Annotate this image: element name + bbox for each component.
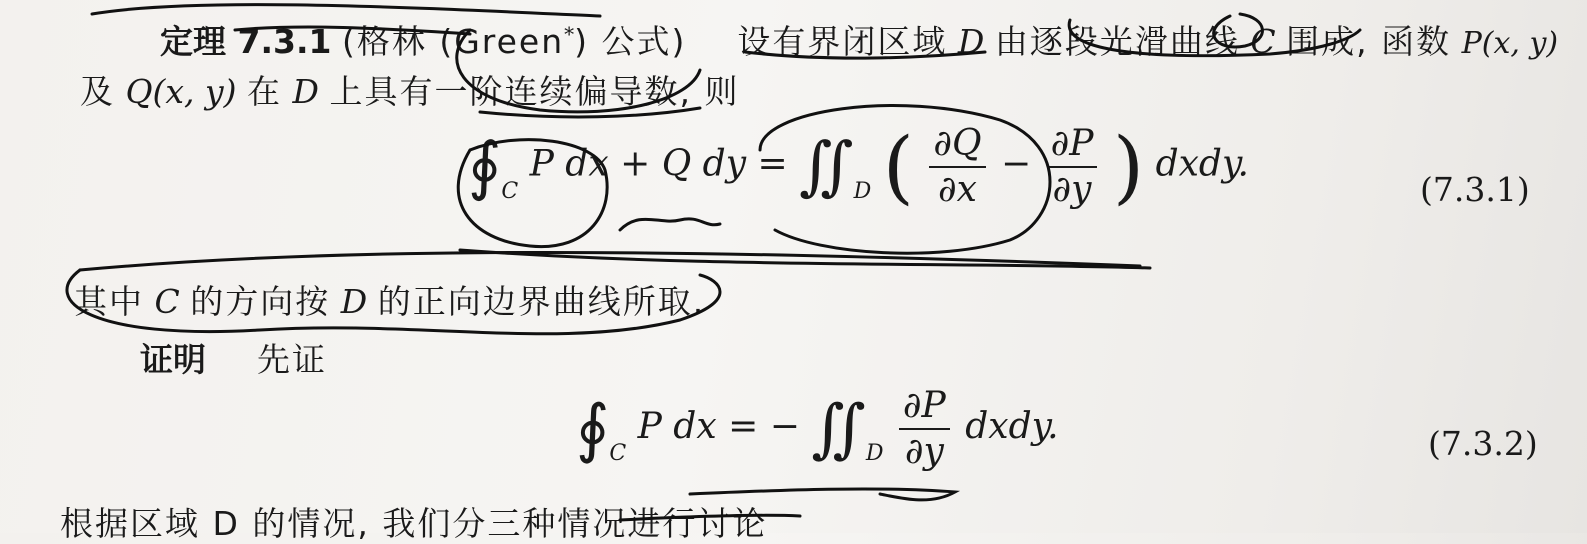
after-var-C: C <box>154 282 180 321</box>
eq2-lhs: P dx = − <box>637 406 800 447</box>
ink-green-loop <box>457 30 700 112</box>
eq2-tail: dxdy. <box>965 406 1059 447</box>
double-integral-symbol: ∬ <box>799 129 854 204</box>
frac1-num: ∂Q <box>929 122 985 168</box>
bottom-partial-line: 根据区域 D 的情况, 我们分三种情况进行讨论 <box>60 504 768 543</box>
ink-top-swoop <box>92 5 600 16</box>
theorem-name-sup: * <box>564 22 575 46</box>
ink-qdy-squiggle <box>620 219 720 230</box>
right-paren: ) <box>1112 120 1145 213</box>
contour-integral-symbol: ∮ <box>468 129 502 204</box>
eq1-tail: dxdy. <box>1155 143 1249 185</box>
ink-bottom-strike <box>620 515 800 520</box>
line2-c: 上具有一阶连续偏导数, 则 <box>329 72 740 111</box>
contour-integral-symbol-2: ∮ <box>576 392 610 466</box>
eq1-lhs: P dx + Q dy = <box>529 143 788 185</box>
left-paren: ( <box>882 120 914 213</box>
theorem-text-2: 由逐段光滑曲线 <box>994 22 1240 61</box>
eq2-num: ∂P <box>899 384 950 430</box>
ink-underline-domain <box>745 52 985 58</box>
eq1-minus: − <box>1000 143 1032 185</box>
line2-b: 在 <box>247 72 283 111</box>
frac2-den: ∂y <box>1052 168 1092 210</box>
after-a: 其中 <box>74 282 144 321</box>
theorem-var-D: D <box>957 22 985 61</box>
ink-strike-label <box>235 27 470 34</box>
eq1-sub-C: C <box>501 178 519 204</box>
after-b: 的方向按 <box>190 282 331 321</box>
ink-direction-loop <box>67 270 720 334</box>
eq1-sub-D: D <box>853 178 872 204</box>
eq2-den: ∂y <box>904 431 944 472</box>
line2-a: 及 <box>80 72 115 111</box>
frac1-den: ∂x <box>937 168 977 210</box>
theorem-text-1: 设有界闭区域 <box>737 22 948 61</box>
proof-text: 先证 <box>257 340 327 379</box>
proof-label: 证明 <box>140 340 206 379</box>
after-var-D: D <box>340 282 368 321</box>
theorem-name-end: ) 公式) <box>574 22 687 61</box>
ink-direction-top <box>80 252 1140 270</box>
eq2-sub-D: D <box>865 441 884 466</box>
theorem-var-C: C <box>1250 22 1276 61</box>
eq2-sub-C: C <box>609 441 627 466</box>
theorem-text-3: 围成, 函数 <box>1286 22 1452 61</box>
line2-var-D: D <box>292 72 320 111</box>
after-c: 的正向边界曲线所取. <box>377 282 706 321</box>
theorem-name: (格林 (Green <box>341 22 565 61</box>
ink-C-circle <box>1214 14 1263 47</box>
equation-number-7-3-1: (7.3.1) <box>1420 170 1530 209</box>
double-integral-symbol-2: ∬ <box>811 392 866 466</box>
frac2-num: ∂P <box>1047 122 1098 168</box>
theorem-var-P: P(x, y) <box>1461 26 1559 61</box>
ink-eq2-underline <box>690 489 955 500</box>
ink-lhs-circle <box>458 140 607 247</box>
line2-var-Q: Q(x, y) <box>125 72 237 111</box>
ink-rhs-circle <box>760 106 1050 254</box>
equation-number-7-3-2: (7.3.2) <box>1428 424 1538 463</box>
theorem-label: 定理 7.3.1 <box>160 22 332 61</box>
